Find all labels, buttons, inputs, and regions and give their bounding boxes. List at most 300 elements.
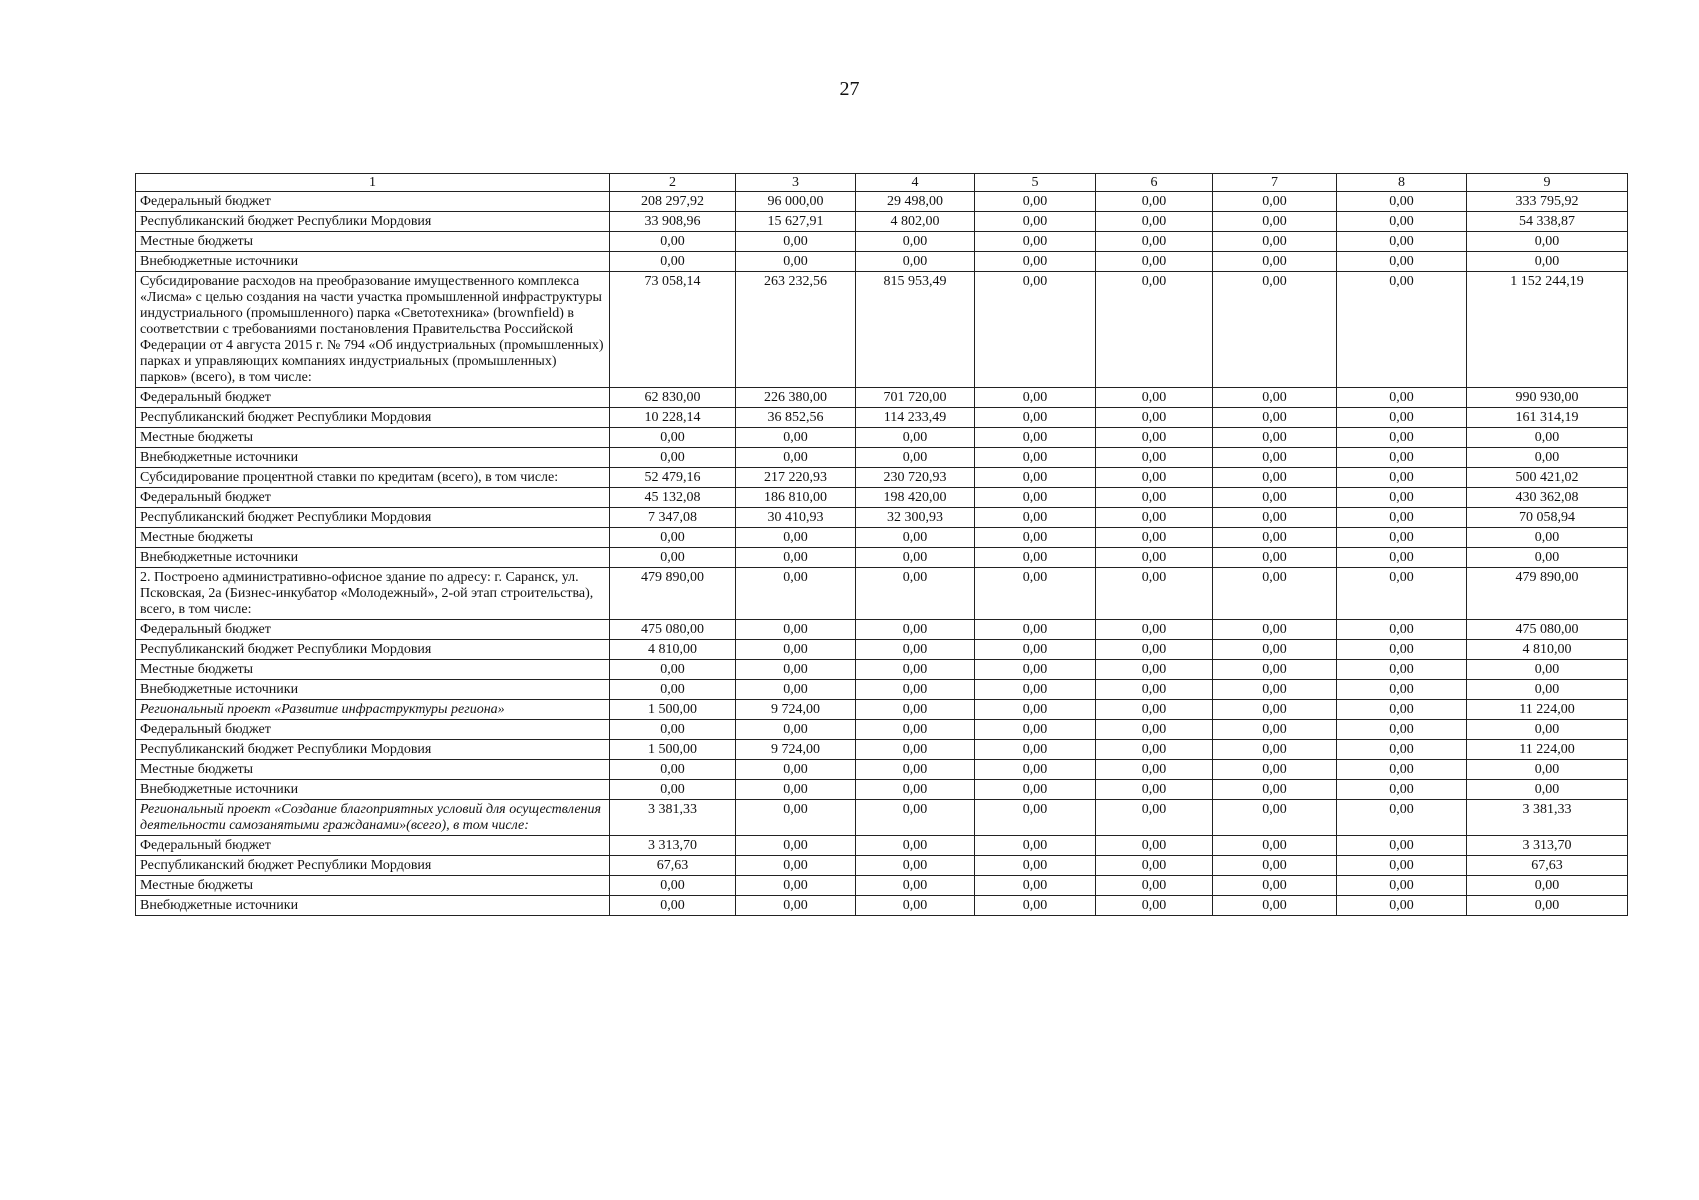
value-cell: 0,00 xyxy=(1213,856,1337,876)
value-cell: 11 224,00 xyxy=(1467,700,1628,720)
row-label: Местные бюджеты xyxy=(136,528,610,548)
value-cell: 0,00 xyxy=(1096,640,1213,660)
value-cell: 0,00 xyxy=(1467,252,1628,272)
value-cell: 0,00 xyxy=(856,896,975,916)
table-row xyxy=(136,548,1628,568)
value-cell: 0,00 xyxy=(736,780,856,800)
value-cell: 0,00 xyxy=(610,428,736,448)
value-cell: 0,00 xyxy=(975,856,1096,876)
row-label: Внебюджетные источники xyxy=(136,896,610,916)
value-cell: 217 220,93 xyxy=(736,468,856,488)
value-cell: 114 233,49 xyxy=(856,408,975,428)
value-cell: 0,00 xyxy=(1337,508,1467,528)
value-cell: 0,00 xyxy=(1213,800,1337,836)
value-cell: 0,00 xyxy=(1337,640,1467,660)
value-cell: 0,00 xyxy=(1337,212,1467,232)
value-cell: 0,00 xyxy=(736,232,856,252)
column-header: 8 xyxy=(1337,174,1467,192)
value-cell: 226 380,00 xyxy=(736,388,856,408)
value-cell: 0,00 xyxy=(975,212,1096,232)
table-row xyxy=(136,856,1628,876)
value-cell: 0,00 xyxy=(975,568,1096,620)
column-header: 2 xyxy=(610,174,736,192)
value-cell: 0,00 xyxy=(1213,780,1337,800)
value-cell: 0,00 xyxy=(1213,548,1337,568)
value-cell: 0,00 xyxy=(1096,780,1213,800)
value-cell: 0,00 xyxy=(1337,836,1467,856)
value-cell: 0,00 xyxy=(975,448,1096,468)
value-cell: 0,00 xyxy=(975,700,1096,720)
value-cell: 0,00 xyxy=(1213,252,1337,272)
value-cell: 161 314,19 xyxy=(1467,408,1628,428)
value-cell: 0,00 xyxy=(1213,660,1337,680)
table-row xyxy=(136,488,1628,508)
table-row xyxy=(136,680,1628,700)
value-cell: 333 795,92 xyxy=(1467,192,1628,212)
row-label: Республиканский бюджет Республики Мордовия xyxy=(136,856,610,876)
value-cell: 0,00 xyxy=(975,488,1096,508)
value-cell: 0,00 xyxy=(1337,232,1467,252)
row-label: Местные бюджеты xyxy=(136,660,610,680)
value-cell: 0,00 xyxy=(1213,488,1337,508)
value-cell: 67,63 xyxy=(610,856,736,876)
value-cell: 11 224,00 xyxy=(1467,740,1628,760)
value-cell: 0,00 xyxy=(1337,780,1467,800)
value-cell: 0,00 xyxy=(975,508,1096,528)
value-cell: 0,00 xyxy=(1213,720,1337,740)
value-cell: 0,00 xyxy=(1213,232,1337,252)
table-row xyxy=(136,272,1628,388)
row-label: Внебюджетные источники xyxy=(136,448,610,468)
value-cell: 0,00 xyxy=(1337,740,1467,760)
value-cell: 0,00 xyxy=(1096,876,1213,896)
value-cell: 0,00 xyxy=(1096,192,1213,212)
value-cell: 230 720,93 xyxy=(856,468,975,488)
row-label: Субсидирование расходов на преобразование имущественного комплекса «Лисма» с целью создания на части участка промышленной инфраструктуры индустриального (промышленного) парка «Светотехника» (brownfield) в соответствии с требованиями постановления Правительства Российской Федерации от 4 августа 2015 г. № 794 «Об индустриальных (промышленных) парках и управляющих компаниях индустриальных (промышленных) парков» (всего), в том числе: xyxy=(136,272,610,388)
value-cell: 0,00 xyxy=(1337,660,1467,680)
value-cell: 0,00 xyxy=(1213,468,1337,488)
column-header: 3 xyxy=(736,174,856,192)
value-cell: 0,00 xyxy=(856,568,975,620)
value-cell: 0,00 xyxy=(736,720,856,740)
value-cell: 0,00 xyxy=(610,528,736,548)
value-cell: 0,00 xyxy=(1096,508,1213,528)
value-cell: 0,00 xyxy=(1096,468,1213,488)
value-cell: 67,63 xyxy=(1467,856,1628,876)
value-cell: 208 297,92 xyxy=(610,192,736,212)
table-row xyxy=(136,252,1628,272)
value-cell: 0,00 xyxy=(1337,680,1467,700)
value-cell: 0,00 xyxy=(1213,428,1337,448)
value-cell: 475 080,00 xyxy=(1467,620,1628,640)
value-cell: 0,00 xyxy=(1467,720,1628,740)
row-label: Федеральный бюджет xyxy=(136,720,610,740)
table-row xyxy=(136,428,1628,448)
value-cell: 0,00 xyxy=(736,428,856,448)
value-cell: 0,00 xyxy=(856,760,975,780)
value-cell: 0,00 xyxy=(856,640,975,660)
value-cell: 0,00 xyxy=(1337,192,1467,212)
budget-table xyxy=(135,173,1628,916)
value-cell: 815 953,49 xyxy=(856,272,975,388)
value-cell: 198 420,00 xyxy=(856,488,975,508)
table-row xyxy=(136,568,1628,620)
value-cell: 0,00 xyxy=(1337,800,1467,836)
value-cell: 0,00 xyxy=(1467,660,1628,680)
value-cell: 0,00 xyxy=(1096,388,1213,408)
value-cell: 263 232,56 xyxy=(736,272,856,388)
value-cell: 0,00 xyxy=(856,620,975,640)
value-cell: 0,00 xyxy=(856,740,975,760)
value-cell: 0,00 xyxy=(1213,528,1337,548)
column-header: 4 xyxy=(856,174,975,192)
value-cell: 0,00 xyxy=(975,192,1096,212)
value-cell: 1 152 244,19 xyxy=(1467,272,1628,388)
row-label: Республиканский бюджет Республики Мордовия xyxy=(136,508,610,528)
value-cell: 0,00 xyxy=(1213,448,1337,468)
value-cell: 0,00 xyxy=(1096,488,1213,508)
value-cell: 0,00 xyxy=(1213,388,1337,408)
value-cell: 0,00 xyxy=(1213,568,1337,620)
value-cell: 30 410,93 xyxy=(736,508,856,528)
value-cell: 0,00 xyxy=(736,640,856,660)
value-cell: 0,00 xyxy=(856,836,975,856)
table-row xyxy=(136,192,1628,212)
value-cell: 0,00 xyxy=(1213,640,1337,660)
value-cell: 0,00 xyxy=(736,856,856,876)
value-cell: 0,00 xyxy=(1213,876,1337,896)
value-cell: 0,00 xyxy=(736,680,856,700)
value-cell: 0,00 xyxy=(1213,272,1337,388)
value-cell: 0,00 xyxy=(1096,568,1213,620)
row-label: Федеральный бюджет xyxy=(136,836,610,856)
table-row xyxy=(136,528,1628,548)
value-cell: 0,00 xyxy=(1337,720,1467,740)
value-cell: 29 498,00 xyxy=(856,192,975,212)
row-label: Внебюджетные источники xyxy=(136,252,610,272)
value-cell: 0,00 xyxy=(610,780,736,800)
value-cell: 0,00 xyxy=(1213,700,1337,720)
value-cell: 0,00 xyxy=(1096,448,1213,468)
value-cell: 0,00 xyxy=(610,252,736,272)
value-cell: 0,00 xyxy=(610,232,736,252)
value-cell: 0,00 xyxy=(1213,836,1337,856)
value-cell: 0,00 xyxy=(736,448,856,468)
value-cell: 0,00 xyxy=(736,568,856,620)
row-label: Местные бюджеты xyxy=(136,876,610,896)
value-cell: 4 802,00 xyxy=(856,212,975,232)
value-cell: 0,00 xyxy=(975,896,1096,916)
value-cell: 1 500,00 xyxy=(610,700,736,720)
value-cell: 0,00 xyxy=(975,468,1096,488)
value-cell: 0,00 xyxy=(975,428,1096,448)
value-cell: 0,00 xyxy=(1467,896,1628,916)
table-row xyxy=(136,740,1628,760)
value-cell: 0,00 xyxy=(856,548,975,568)
value-cell: 0,00 xyxy=(856,720,975,740)
value-cell: 0,00 xyxy=(1337,528,1467,548)
value-cell: 0,00 xyxy=(975,388,1096,408)
value-cell: 0,00 xyxy=(736,800,856,836)
value-cell: 475 080,00 xyxy=(610,620,736,640)
value-cell: 0,00 xyxy=(1467,780,1628,800)
value-cell: 0,00 xyxy=(975,836,1096,856)
value-cell: 45 132,08 xyxy=(610,488,736,508)
value-cell: 0,00 xyxy=(856,428,975,448)
row-label: Федеральный бюджет xyxy=(136,388,610,408)
value-cell: 0,00 xyxy=(1467,680,1628,700)
table-row xyxy=(136,232,1628,252)
value-cell: 0,00 xyxy=(975,800,1096,836)
table-row xyxy=(136,508,1628,528)
row-label: Местные бюджеты xyxy=(136,232,610,252)
value-cell: 0,00 xyxy=(1337,700,1467,720)
value-cell: 0,00 xyxy=(1467,448,1628,468)
value-cell: 0,00 xyxy=(1213,508,1337,528)
table-row xyxy=(136,760,1628,780)
column-number-row xyxy=(136,174,1628,192)
row-label: Региональный проект «Развитие инфраструктуры региона» xyxy=(136,700,610,720)
table-row xyxy=(136,720,1628,740)
table-row xyxy=(136,836,1628,856)
value-cell: 0,00 xyxy=(856,700,975,720)
value-cell: 9 724,00 xyxy=(736,740,856,760)
table-body xyxy=(136,192,1628,916)
value-cell: 3 313,70 xyxy=(610,836,736,856)
value-cell: 0,00 xyxy=(1337,428,1467,448)
value-cell: 0,00 xyxy=(975,660,1096,680)
value-cell: 0,00 xyxy=(1096,836,1213,856)
value-cell: 96 000,00 xyxy=(736,192,856,212)
value-cell: 0,00 xyxy=(736,548,856,568)
row-label: Субсидирование процентной ставки по кредитам (всего), в том числе: xyxy=(136,468,610,488)
value-cell: 0,00 xyxy=(736,836,856,856)
value-cell: 0,00 xyxy=(975,232,1096,252)
value-cell: 0,00 xyxy=(975,876,1096,896)
value-cell: 0,00 xyxy=(1213,760,1337,780)
value-cell: 0,00 xyxy=(610,760,736,780)
row-label: Региональный проект «Создание благоприятных условий для осуществления деятельности самозанятыми гражданами»(всего), в том числе: xyxy=(136,800,610,836)
value-cell: 0,00 xyxy=(1096,548,1213,568)
row-label: Местные бюджеты xyxy=(136,760,610,780)
row-label: Республиканский бюджет Республики Мордовия xyxy=(136,408,610,428)
value-cell: 0,00 xyxy=(1337,568,1467,620)
value-cell: 73 058,14 xyxy=(610,272,736,388)
value-cell: 0,00 xyxy=(610,720,736,740)
value-cell: 0,00 xyxy=(1467,428,1628,448)
value-cell: 0,00 xyxy=(856,528,975,548)
table-row xyxy=(136,468,1628,488)
value-cell: 0,00 xyxy=(1337,468,1467,488)
value-cell: 9 724,00 xyxy=(736,700,856,720)
value-cell: 0,00 xyxy=(736,876,856,896)
value-cell: 0,00 xyxy=(975,780,1096,800)
value-cell: 0,00 xyxy=(975,528,1096,548)
value-cell: 0,00 xyxy=(1337,548,1467,568)
value-cell: 0,00 xyxy=(1096,700,1213,720)
value-cell: 15 627,91 xyxy=(736,212,856,232)
value-cell: 0,00 xyxy=(736,252,856,272)
value-cell: 0,00 xyxy=(1337,252,1467,272)
value-cell: 0,00 xyxy=(1337,388,1467,408)
value-cell: 0,00 xyxy=(1467,528,1628,548)
column-header: 1 xyxy=(136,174,610,192)
value-cell: 0,00 xyxy=(975,548,1096,568)
value-cell: 0,00 xyxy=(975,760,1096,780)
column-header: 9 xyxy=(1467,174,1628,192)
value-cell: 32 300,93 xyxy=(856,508,975,528)
table-row xyxy=(136,876,1628,896)
value-cell: 0,00 xyxy=(1096,856,1213,876)
value-cell: 70 058,94 xyxy=(1467,508,1628,528)
row-label: Федеральный бюджет xyxy=(136,192,610,212)
value-cell: 0,00 xyxy=(1213,620,1337,640)
value-cell: 0,00 xyxy=(610,548,736,568)
value-cell: 0,00 xyxy=(1337,488,1467,508)
value-cell: 0,00 xyxy=(1213,680,1337,700)
value-cell: 0,00 xyxy=(856,876,975,896)
row-label: Местные бюджеты xyxy=(136,428,610,448)
value-cell: 0,00 xyxy=(1096,272,1213,388)
value-cell: 0,00 xyxy=(1337,896,1467,916)
value-cell: 0,00 xyxy=(736,528,856,548)
value-cell: 0,00 xyxy=(736,896,856,916)
value-cell: 0,00 xyxy=(736,660,856,680)
column-header: 5 xyxy=(975,174,1096,192)
value-cell: 0,00 xyxy=(1096,252,1213,272)
value-cell: 0,00 xyxy=(1096,760,1213,780)
value-cell: 0,00 xyxy=(856,780,975,800)
table-row xyxy=(136,408,1628,428)
value-cell: 0,00 xyxy=(1213,408,1337,428)
value-cell: 10 228,14 xyxy=(610,408,736,428)
value-cell: 479 890,00 xyxy=(1467,568,1628,620)
value-cell: 0,00 xyxy=(1337,408,1467,428)
value-cell: 0,00 xyxy=(1096,680,1213,700)
value-cell: 0,00 xyxy=(975,740,1096,760)
value-cell: 0,00 xyxy=(856,232,975,252)
value-cell: 0,00 xyxy=(1096,528,1213,548)
column-header: 6 xyxy=(1096,174,1213,192)
table-row xyxy=(136,780,1628,800)
value-cell: 4 810,00 xyxy=(610,640,736,660)
row-label: Федеральный бюджет xyxy=(136,488,610,508)
value-cell: 0,00 xyxy=(1096,660,1213,680)
value-cell: 0,00 xyxy=(1467,760,1628,780)
value-cell: 62 830,00 xyxy=(610,388,736,408)
value-cell: 0,00 xyxy=(975,720,1096,740)
value-cell: 0,00 xyxy=(856,252,975,272)
value-cell: 0,00 xyxy=(1096,212,1213,232)
table-row xyxy=(136,660,1628,680)
row-label: Республиканский бюджет Республики Мордовия xyxy=(136,640,610,660)
value-cell: 0,00 xyxy=(1337,448,1467,468)
value-cell: 0,00 xyxy=(610,876,736,896)
value-cell: 0,00 xyxy=(1096,740,1213,760)
value-cell: 0,00 xyxy=(610,680,736,700)
row-label: 2. Построено административно-офисное здание по адресу: г. Саранск, ул. Псковская, 2а (Бизнес-инкубатор «Молодежный», 2-ой этап строительства), всего, в том числе: xyxy=(136,568,610,620)
value-cell: 3 313,70 xyxy=(1467,836,1628,856)
value-cell: 430 362,08 xyxy=(1467,488,1628,508)
value-cell: 0,00 xyxy=(1096,408,1213,428)
value-cell: 0,00 xyxy=(1213,192,1337,212)
value-cell: 0,00 xyxy=(1096,620,1213,640)
value-cell: 0,00 xyxy=(975,640,1096,660)
value-cell: 0,00 xyxy=(1213,896,1337,916)
row-label: Внебюджетные источники xyxy=(136,548,610,568)
value-cell: 33 908,96 xyxy=(610,212,736,232)
table-row xyxy=(136,700,1628,720)
value-cell: 1 500,00 xyxy=(610,740,736,760)
table-row xyxy=(136,212,1628,232)
value-cell: 0,00 xyxy=(1337,876,1467,896)
table-row xyxy=(136,896,1628,916)
value-cell: 0,00 xyxy=(1213,212,1337,232)
row-label: Республиканский бюджет Республики Мордовия xyxy=(136,740,610,760)
value-cell: 0,00 xyxy=(736,760,856,780)
value-cell: 0,00 xyxy=(1467,876,1628,896)
value-cell: 3 381,33 xyxy=(610,800,736,836)
value-cell: 0,00 xyxy=(975,620,1096,640)
value-cell: 0,00 xyxy=(975,252,1096,272)
value-cell: 0,00 xyxy=(1337,272,1467,388)
value-cell: 0,00 xyxy=(1337,760,1467,780)
value-cell: 0,00 xyxy=(610,448,736,468)
value-cell: 36 852,56 xyxy=(736,408,856,428)
value-cell: 0,00 xyxy=(1467,548,1628,568)
value-cell: 0,00 xyxy=(856,448,975,468)
value-cell: 54 338,87 xyxy=(1467,212,1628,232)
column-header: 7 xyxy=(1213,174,1337,192)
value-cell: 0,00 xyxy=(1337,620,1467,640)
value-cell: 186 810,00 xyxy=(736,488,856,508)
value-cell: 0,00 xyxy=(1096,800,1213,836)
row-label: Внебюджетные источники xyxy=(136,680,610,700)
table-row xyxy=(136,388,1628,408)
value-cell: 0,00 xyxy=(856,680,975,700)
value-cell: 500 421,02 xyxy=(1467,468,1628,488)
value-cell: 0,00 xyxy=(610,896,736,916)
value-cell: 0,00 xyxy=(856,856,975,876)
value-cell: 52 479,16 xyxy=(610,468,736,488)
row-label: Республиканский бюджет Республики Мордовия xyxy=(136,212,610,232)
value-cell: 0,00 xyxy=(1213,740,1337,760)
table-row xyxy=(136,640,1628,660)
value-cell: 0,00 xyxy=(975,408,1096,428)
value-cell: 0,00 xyxy=(856,660,975,680)
table-row xyxy=(136,448,1628,468)
value-cell: 3 381,33 xyxy=(1467,800,1628,836)
table-row xyxy=(136,620,1628,640)
value-cell: 7 347,08 xyxy=(610,508,736,528)
value-cell: 990 930,00 xyxy=(1467,388,1628,408)
row-label: Федеральный бюджет xyxy=(136,620,610,640)
value-cell: 0,00 xyxy=(1096,232,1213,252)
value-cell: 0,00 xyxy=(1096,428,1213,448)
row-label: Внебюджетные источники xyxy=(136,780,610,800)
value-cell: 4 810,00 xyxy=(1467,640,1628,660)
table-header xyxy=(136,174,1628,192)
table-row xyxy=(136,800,1628,836)
page-number: 27 xyxy=(839,78,860,100)
value-cell: 0,00 xyxy=(610,660,736,680)
value-cell: 0,00 xyxy=(1337,856,1467,876)
value-cell: 0,00 xyxy=(1096,720,1213,740)
value-cell: 0,00 xyxy=(975,272,1096,388)
value-cell: 701 720,00 xyxy=(856,388,975,408)
value-cell: 479 890,00 xyxy=(610,568,736,620)
value-cell: 0,00 xyxy=(1467,232,1628,252)
